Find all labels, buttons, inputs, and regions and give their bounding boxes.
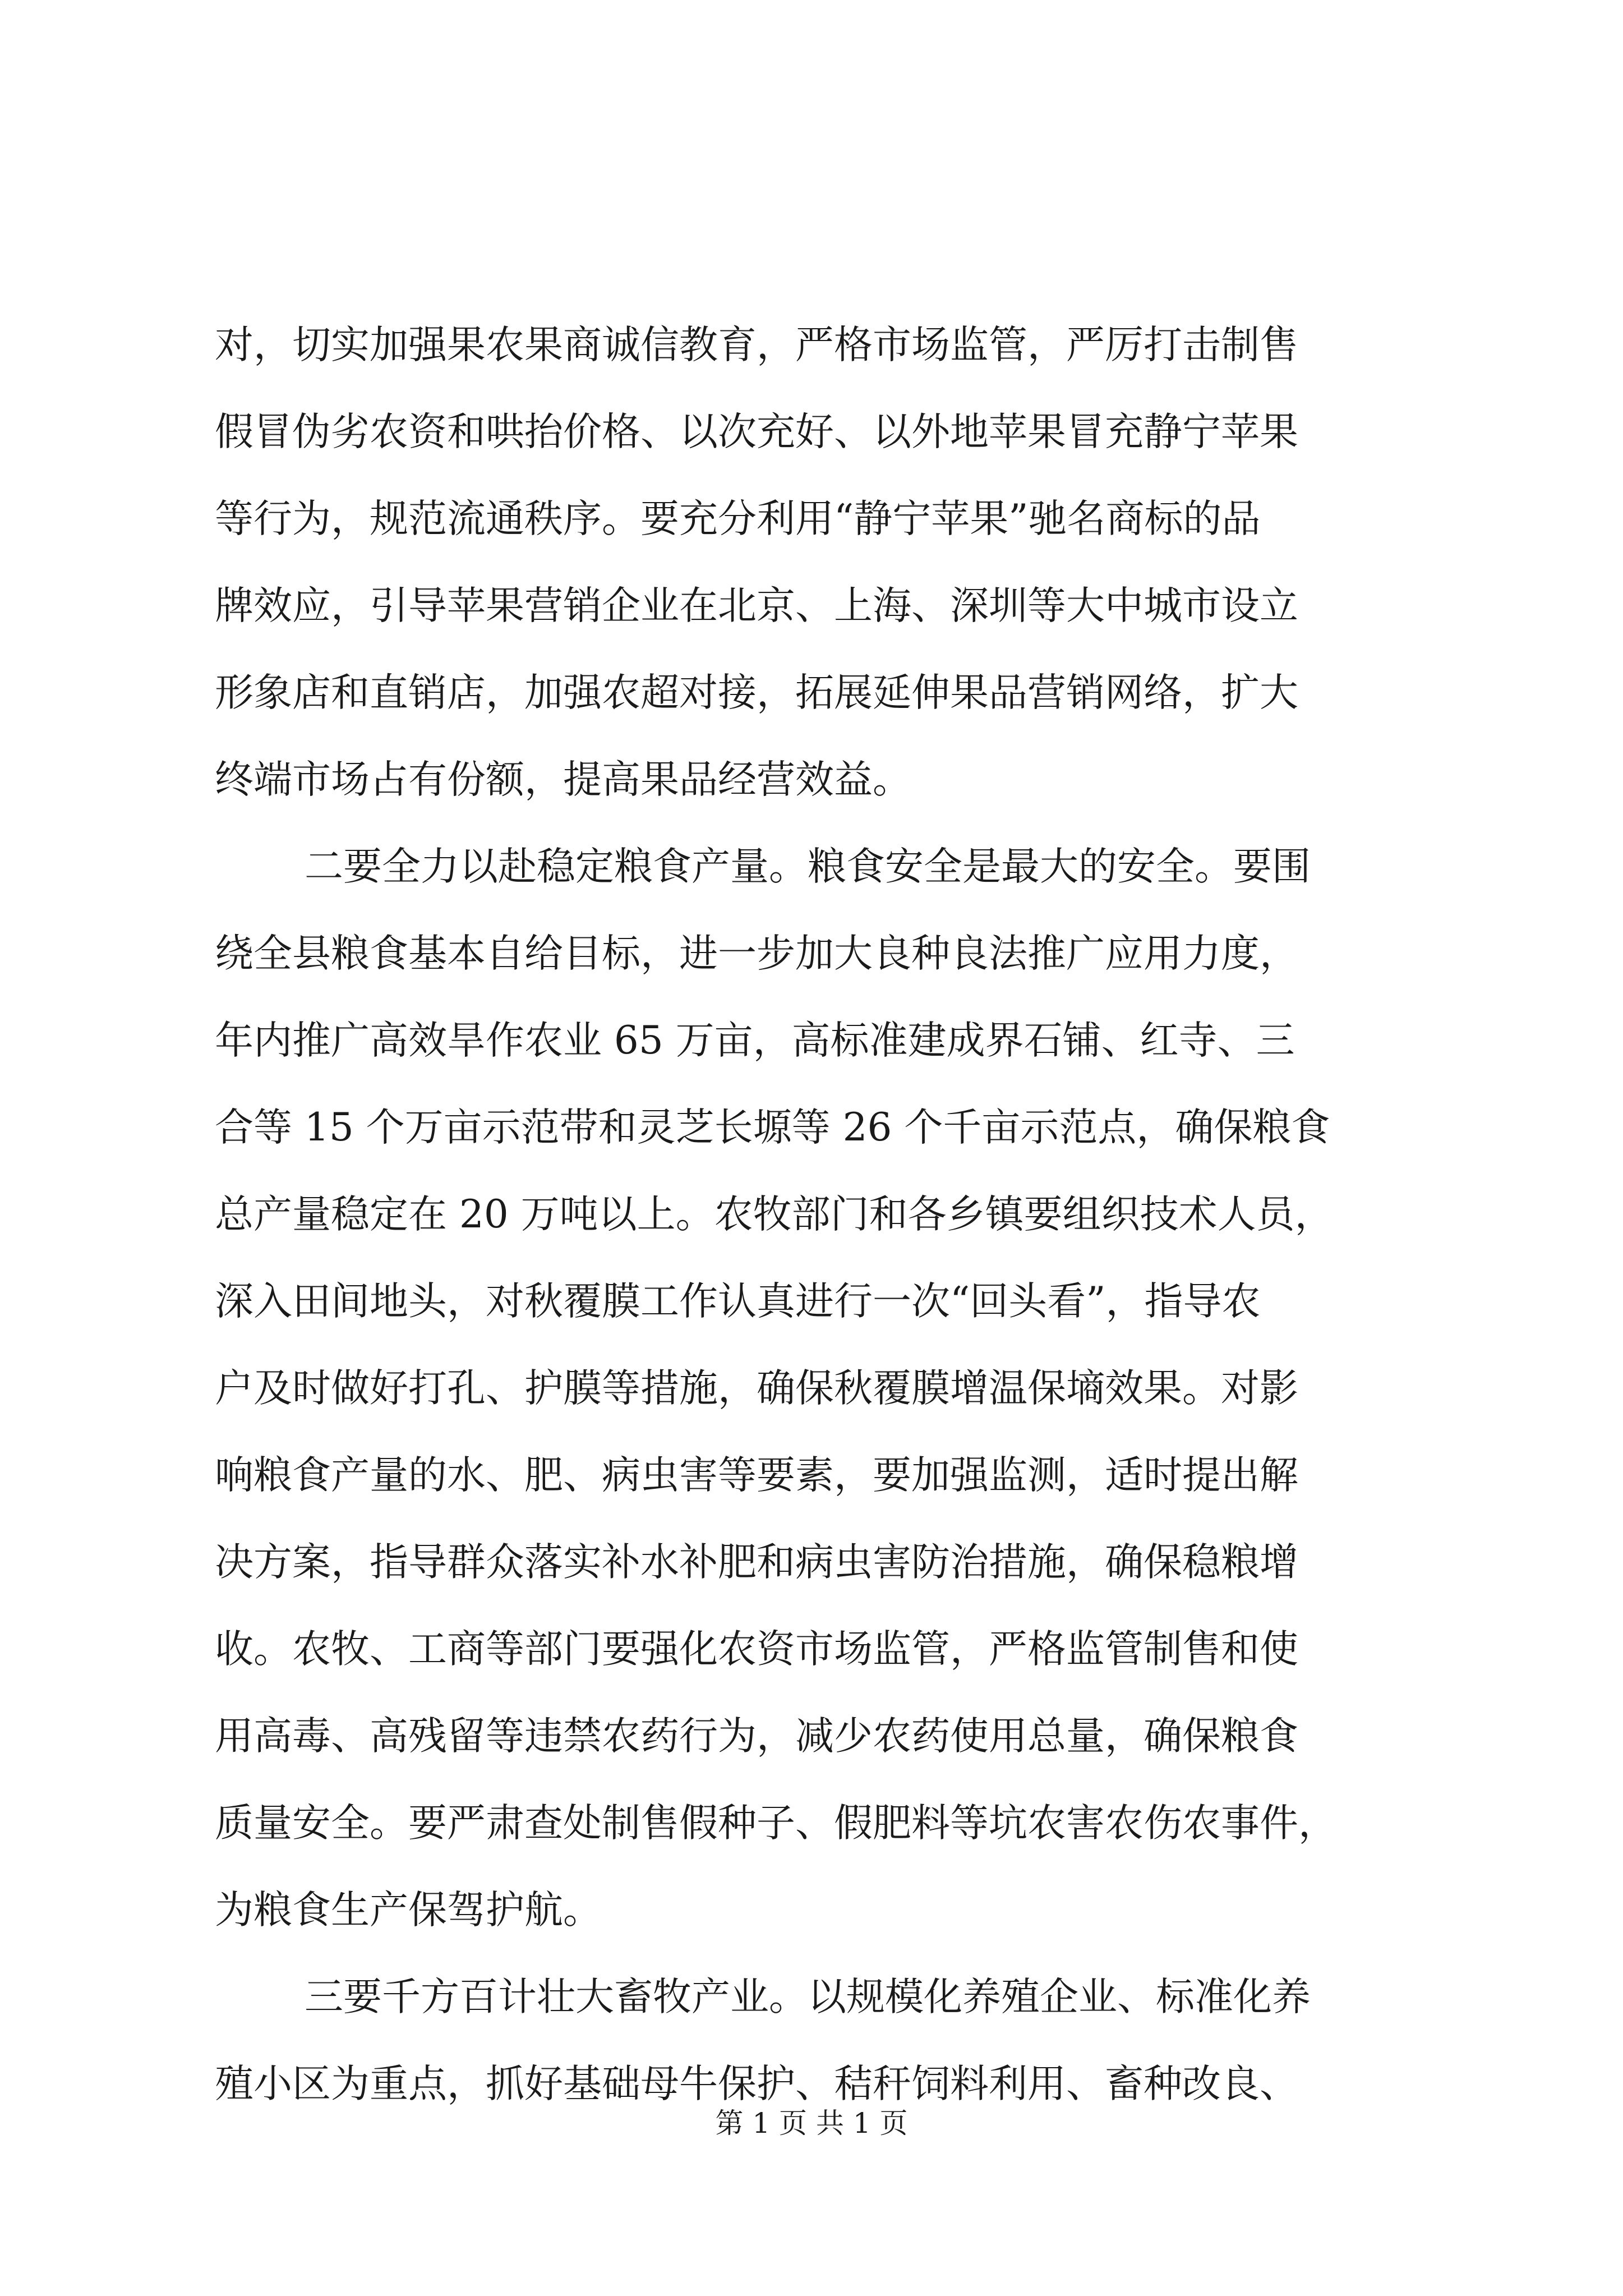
text-line: 殖小区为重点，抓好基础母牛保护、秸秆饲料利用、畜种改良、: [215, 2062, 1298, 2106]
text-line: 等行为，规范流通秩序。要充分利用“静宁苹果”驰名商标的品: [215, 496, 1261, 541]
text-line: 总产量稳定在 20 万吨以上。农牧部门和各乡镇要组织技术人员，: [215, 1192, 1334, 1237]
paragraph-first-line: 二要全力以赴稳定粮食产量。粮食安全是最大的安全。要围: [305, 844, 1311, 889]
page-number-footer: 第 1 页 共 1 页: [715, 2107, 908, 2139]
text-line: 牌效应，引导苹果营销企业在北京、上海、深圳等大中城市设立: [215, 583, 1298, 628]
text-line: 假冒伪劣农资和哄抬价格、以次充好、以外地苹果冒充静宁苹果: [215, 409, 1298, 454]
text-line: 合等 15 个万亩示范带和灵芝长塬等 26 个千亩示范点，确保粮食: [215, 1105, 1330, 1150]
text-line: 年内推广高效旱作农业 65 万亩，高标准建成界石铺、红寺、三: [215, 1018, 1295, 1063]
text-line: 为粮食生产保驾护航。: [215, 1888, 602, 1932]
text-line: 决方案，指导群众落实补水补肥和病虫害防治措施，确保稳粮增: [215, 1540, 1298, 1585]
paragraph-first-line: 三要千方百计壮大畜牧产业。以规模化养殖企业、标准化养: [305, 1975, 1311, 2019]
text-line: 形象店和直销店，加强农超对接，拓展延伸果品营销网络，扩大: [215, 670, 1298, 715]
text-line: 深入田间地头，对秋覆膜工作认真进行一次“回头看”，指导农: [215, 1279, 1261, 1324]
text-line: 对，切实加强果农果商诚信教育，严格市场监管，严厉打击制售: [215, 323, 1298, 367]
text-line: 终端市场占有份额，提高果品经营效益。: [215, 757, 911, 802]
document-body: [215, 302, 1415, 2128]
text-line: 用高毒、高残留等违禁农药行为，减少农药使用总量，确保粮食: [215, 1714, 1298, 1759]
text-line: 响粮食产量的水、肥、病虫害等要素，要加强监测，适时提出解: [215, 1453, 1298, 1498]
text-line: 绕全县粮食基本自给目标，进一步加大良种良法推广应用力度，: [215, 931, 1298, 976]
text-line: 质量安全。要严肃查处制售假种子、假肥料等坑农害农伤农事件，: [215, 1801, 1337, 1846]
text-line: 户及时做好打孔、护膜等措施，确保秋覆膜增温保墒效果。对影: [215, 1366, 1298, 1411]
text-line: 收。农牧、工商等部门要强化农资市场监管，严格监管制售和使: [215, 1627, 1298, 1672]
